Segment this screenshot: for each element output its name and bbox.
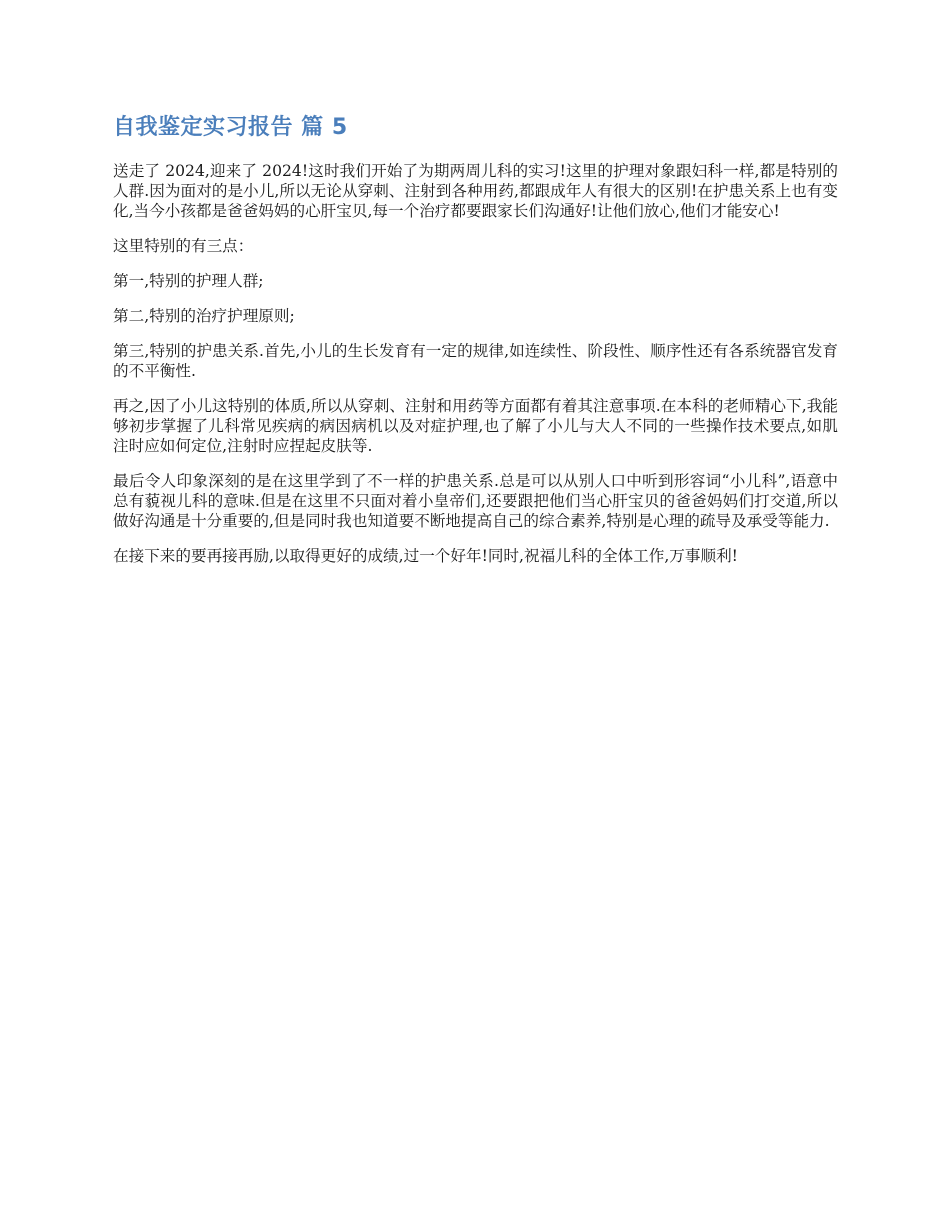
paragraph-point-one: 第一,特别的护理人群; bbox=[113, 272, 264, 290]
paragraph-point-two: 第二,特别的治疗护理原则; bbox=[113, 307, 295, 325]
document-title: 自我鉴定实习报告 篇 5 bbox=[113, 115, 348, 140]
paragraph-constitution: 再之,因了小儿这特别的体质,所以从穿刺、注射和用药等方面都有着其注意事项.在本科的老师精心下,我能够初步掌握了儿科常见疾病的病因病机以及对症护理,也了解了小儿与大人不同的一些操作技术要点,如肌注时应如何定位,注射时应捏起皮肤等. bbox=[113, 397, 838, 455]
paragraph-three-points: 这里特别的有三点： bbox=[113, 237, 254, 255]
document-page bbox=[113, 112, 838, 581]
paragraph-closing: 在接下来的要再接再励,以取得更好的成绩,过一个好年!同时,祝福儿科的全体工作,万事顺利! bbox=[113, 547, 738, 565]
paragraph-point-three: 第三,特别的护患关系.首先,小儿的生长发育有一定的规律,如连续性、阶段性、顺序性还有各系统器官发育的不平衡性. bbox=[113, 342, 838, 380]
paragraph-intro: 送走了 2024,迎来了 2024!这时我们开始了为期两周儿科的实习!这里的护理对象跟妇科一样,都是特别的人群.因为面对的是小儿,所以无论从穿刺、注射到各种用药,都跟成年人有很大的区别!在护患关系上也有变化,当今小孩都是爸爸妈妈的心肝宝贝,每一个治疗都要跟家长们沟通好!让他们放心,他们才能安心! bbox=[113, 162, 838, 220]
paragraph-relationship: 最后令人印象深刻的是在这里学到了不一样的护患关系.总是可以从别人口中听到形容词“小儿科”,语意中总有藐视儿科的意味.但是在这里不只面对着小皇帝们,还要跟把他们当心肝宝贝的爸爸妈妈们打交道,所以做好沟通是十分重要的,但是同时我也知道要不断地提高自己的综合素养,特别是心理的疏导及承受等能力. bbox=[113, 472, 838, 530]
